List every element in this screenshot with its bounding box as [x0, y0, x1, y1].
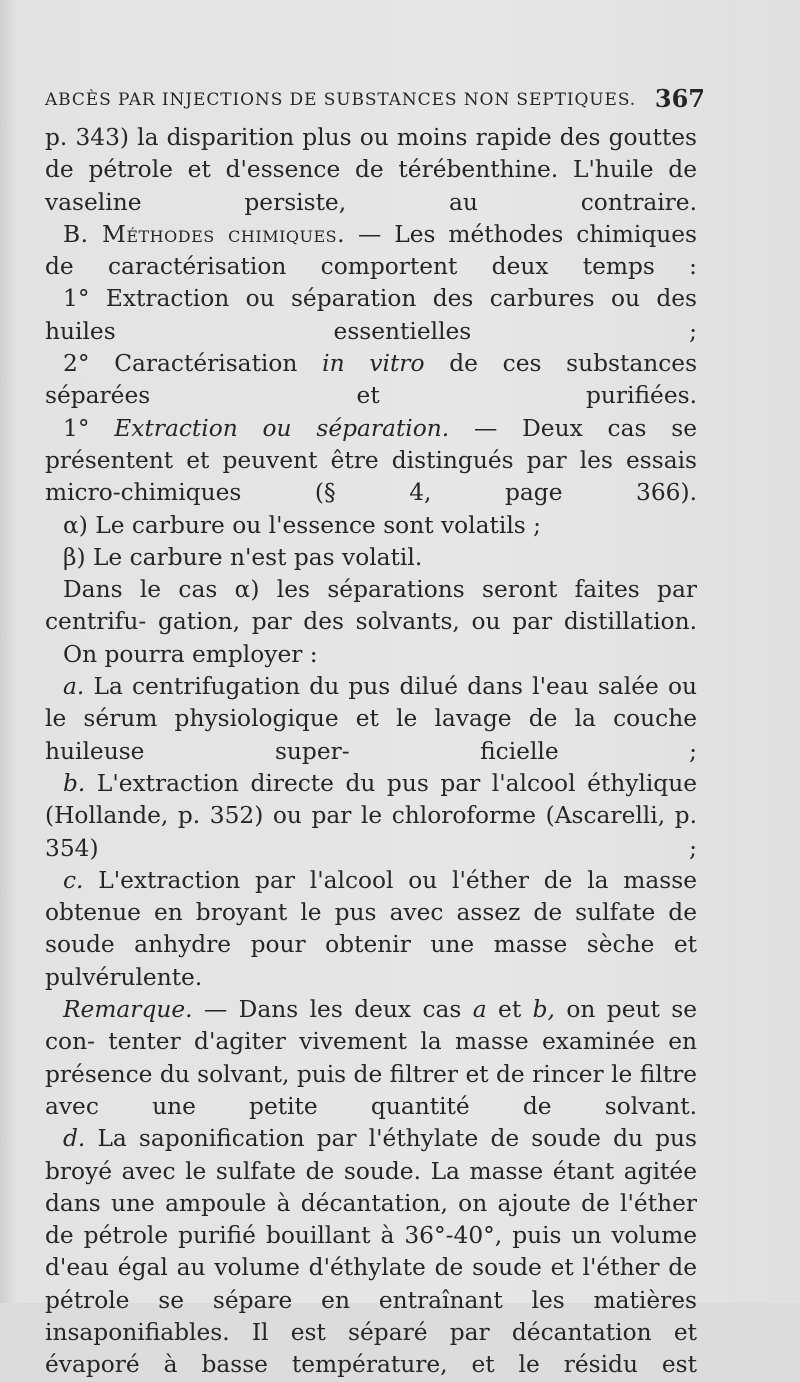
- body-text: [45, 122, 697, 1382]
- paragraph-methodes-chimiques: B. Méthodes chimiques. — Les méthodes chimiques de caractérisation comportent deux temps :: [45, 220, 697, 281]
- list-item-b: b. L'extraction directe du pus par l'alcool éthylique (Hollande, p. 352) ou par le chloroforme (Ascarelli, p. 354) ;: [45, 769, 697, 862]
- paragraph-remarque: Remarque. — Dans les deux cas a et b, on peut se con- tenter d'agiter vivement la masse examinée en présence du solvant, puis de filtrer et de rincer le filtre avec une petite quantité de solvant.: [45, 996, 698, 1120]
- page-number: 367: [654, 84, 705, 113]
- list-item-c: c. L'extraction par l'alcool ou l'éther de la masse obtenue en broyant le pus avec assez de sulfate de soude anhydre pour obtenir une masse sèche et pulvérulente.: [45, 866, 698, 991]
- paragraph: p. 343) la disparition plus ou moins rapide des gouttes de pétrole et d'essence de térébenthine. L'huile de vaseline persiste, au contraire.: [45, 124, 698, 216]
- list-item: α) Le carbure ou l'essence sont volatils ;: [63, 511, 541, 539]
- section-heading: B. Méthodes chimiques.: [63, 220, 346, 248]
- paragraph: 2° Caractérisation in vitro de ces substances séparées et purifiées.: [45, 350, 698, 410]
- list-item: β) Le carbure n'est pas volatil.: [63, 543, 423, 571]
- running-title: ABCÈS PAR INJECTIONS DE SUBSTANCES NON SEPTIQUES.: [45, 90, 637, 110]
- paragraph: Dans le cas α) les séparations seront faites par centrifu- gation, par des solvants, ou par distillation.: [45, 576, 697, 636]
- list-item-a: a. La centrifugation du pus dilué dans l'eau salée ou le sérum physiologique et le lavage de la couche huileuse super- ficielle ;: [45, 673, 698, 765]
- paragraph-extraction: 1° Extraction ou séparation. — Deux cas se présentent et peuvent être distingués par les essais micro-chimiques (§ 4, page 366).: [45, 414, 697, 507]
- list-item-d: d. La saponification par l'éthylate de soude du pus broyé avec le sulfate de soude. La masse étant agitée dans une ampoule à décantation, on ajoute de l'éther de pétrole purifié bouillant à 36°-40°, puis un volume d'eau égal au volume d'éthylate de soude et l'éther de pétrole se sépare en entraînant les matières insaponifiables. Il est séparé par décantation et évaporé à basse température, et le résidu est: [45, 1125, 698, 1379]
- paragraph: 1° Extraction ou séparation des carbures ou des huiles essentielles ;: [45, 285, 697, 345]
- paragraph: On pourra employer :: [63, 640, 318, 668]
- running-header: [45, 84, 705, 113]
- subsection-heading: Extraction ou séparation.: [114, 414, 450, 442]
